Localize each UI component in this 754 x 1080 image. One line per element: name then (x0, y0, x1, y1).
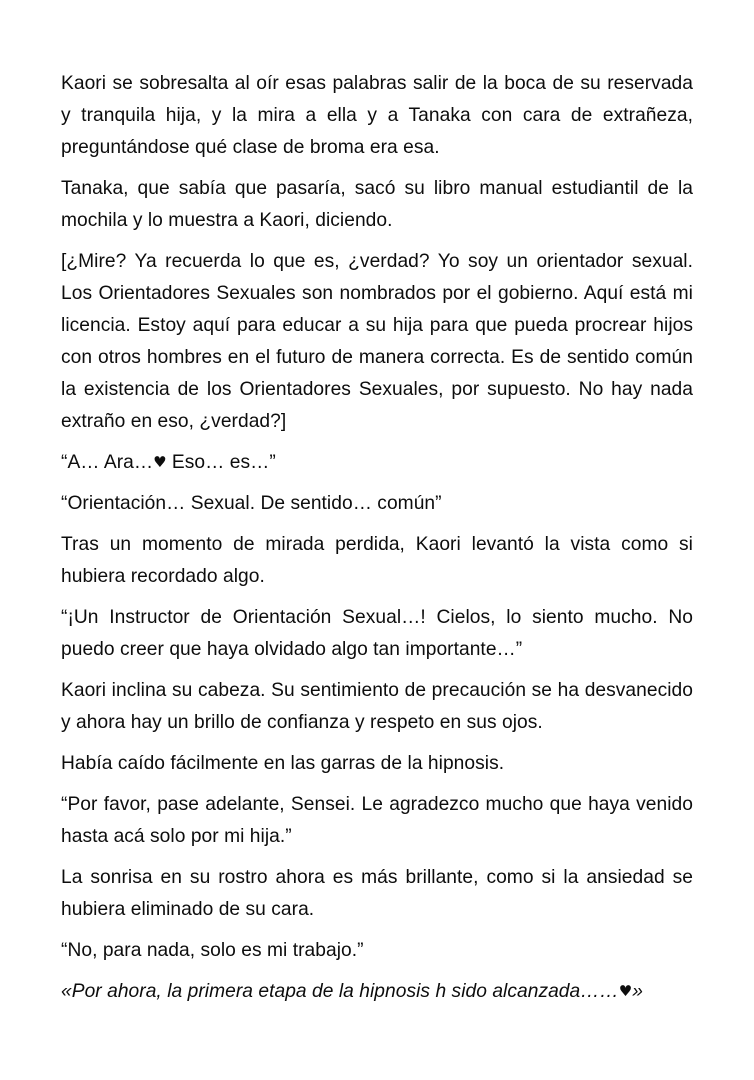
paragraph-11: La sonrisa en su rostro ahora es más brillante, como si la ansiedad se hubiera eliminado de su cara. (61, 867, 693, 920)
paragraph-8: Kaori inclina su cabeza. Su sentimiento de precaución se ha desvanecido y ahora hay un brillo de confianza y respeto en sus ojos. (61, 680, 693, 733)
heart-icon: ♥ (618, 982, 633, 1000)
paragraph-1: Kaori se sobresalta al oír esas palabras salir de la boca de su reservada y tranquila hija, y la mira a ella y a Tanaka con cara de extrañeza, preguntándose qué clase de broma era esa. (61, 73, 693, 158)
paragraph-4 (61, 447, 693, 479)
paragraph-13-text-after-heart: » (632, 981, 643, 1002)
paragraph-4-text-after-heart: Eso… es…” (166, 452, 276, 473)
paragraph-13-text-before-heart: «Por ahora, la primera etapa de la hipnosis h sido alcanzada…… (61, 981, 619, 1002)
paragraph-12: “No, para nada, solo es mi trabajo.” (61, 940, 364, 961)
paragraph-7: “¡Un Instructor de Orientación Sexual…! Cielos, lo siento mucho. No puedo creer que haya olvidado algo tan importante…” (61, 607, 693, 660)
paragraph-4-text-before-heart: “A… Ara… (61, 452, 154, 473)
paragraph-3: [¿Mire? Ya recuerda lo que es, ¿verdad? Yo soy un orientador sexual. Los Orientadores Sexuales son nombrados por el gobierno. Aquí está mi licencia. Estoy aquí para educar a su hija para que pueda procrear hijos con otros hombres en el futuro de manera correcta. Es de sentido común la existencia de los Orientadores Sexuales, por supuesto. No hay nada extraño en eso, ¿verdad?] (61, 251, 693, 432)
paragraph-13 (61, 976, 693, 1008)
paragraph-5: “Orientación… Sexual. De sentido… común” (61, 493, 442, 514)
paragraph-6: Tras un momento de mirada perdida, Kaori levantó la vista como si hubiera recordado algo. (61, 534, 693, 587)
paragraph-2: Tanaka, que sabía que pasaría, sacó su libro manual estudiantil de la mochila y lo muestra a Kaori, diciendo. (61, 178, 693, 231)
text-column (61, 68, 693, 1008)
paragraph-10: “Por favor, pase adelante, Sensei. Le agradezco mucho que haya venido hasta acá solo por mi hija.” (61, 794, 693, 847)
paragraph-9: Había caído fácilmente en las garras de la hipnosis. (61, 753, 505, 774)
heart-icon: ♥ (153, 453, 167, 471)
